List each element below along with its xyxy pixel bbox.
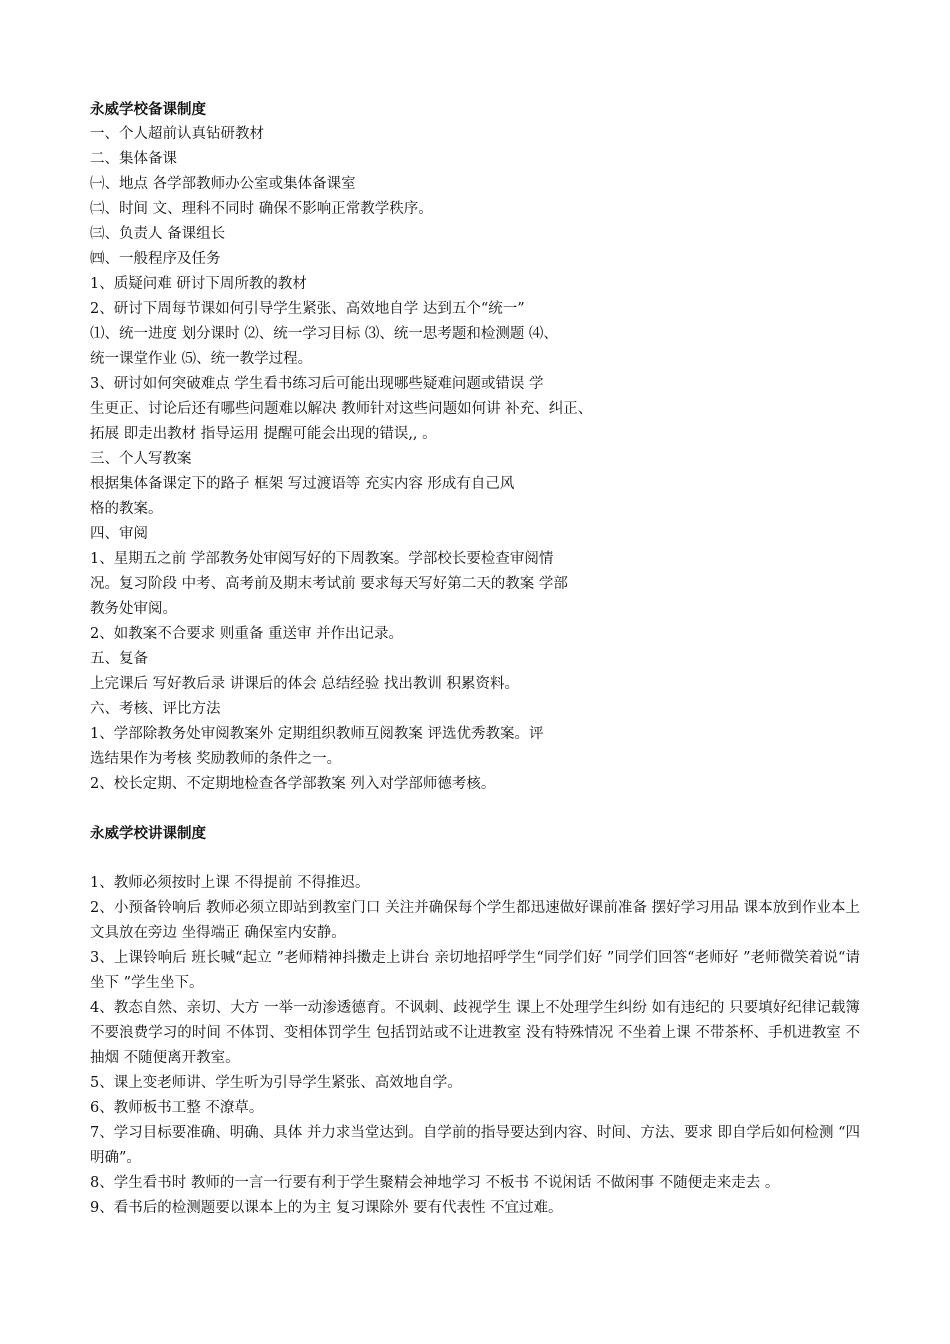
doc1-line: ㈡、时间 文、理科不同时 确保不影响正常教学秩序。 bbox=[90, 201, 433, 217]
doc1-line: 格的教案。 bbox=[90, 501, 163, 517]
doc2-paragraph: 5、课上变老师讲、学生听为引导学生紧张、高效地自学。 bbox=[90, 1075, 462, 1091]
doc1-line: 2、如教案不合要求 则重备 重送审 并作出记录。 bbox=[90, 626, 404, 642]
doc1-line: ㈢、负责人 备课组长 bbox=[90, 226, 226, 242]
doc2-paragraph: 3、上课铃响后 班长喊“起立 ”老师精神抖擞走上讲台 亲切地招呼学生“同学们好 ”同学们回答“老师好 ”老师微笑着说“请坐下 ”学生坐下。 bbox=[90, 950, 860, 991]
doc1-body bbox=[90, 122, 860, 797]
doc1-title: 永威学校备课制度 bbox=[90, 101, 206, 118]
doc2-paragraph: 8、学生看书时 教师的一言一行要有利于学生聚精会神地学习 不板书 不说闲话 不做闲事 不随便走来走去 。 bbox=[90, 1175, 780, 1191]
doc1-line: 五、复备 bbox=[90, 651, 148, 667]
doc2-paragraph: 4、教态自然、亲切、大方 一举一动渗透德育。不讽刺、歧视学生 课上不处理学生纠纷 如有违纪的 只要填好纪律记载簿 不要浪费学习的时间 不体罚、变相体罚学生 包括罚站或不让进教室 没有特殊情况 不坐着上课 不带茶杯、手机进教室 不抽烟 不随便离开教室。 bbox=[90, 1000, 860, 1066]
doc2-paragraph: 6、教师板书工整 不潦草。 bbox=[90, 1100, 264, 1116]
doc1-line: 2、研讨下周每节课如何引导学生紧张、高效地自学 达到五个“统一” bbox=[90, 301, 525, 317]
doc1-line: 拓展 即走出教材 指导运用 提醒可能会出现的错误,, 。 bbox=[90, 426, 437, 442]
doc1-line: 根据集体备课定下的路子 框架 写过渡语等 充实内容 形成有自己风 bbox=[90, 476, 515, 492]
doc1-line: 3、研讨如何突破难点 学生看书练习后可能出现哪些疑难问题或错误 学 bbox=[90, 376, 544, 392]
doc1-line: 2、校长定期、不定期地检查各学部教案 列入对学部师德考核。 bbox=[90, 776, 496, 792]
doc1-line: ⑴、统一进度 划分课时 ⑵、统一学习目标 ⑶、统一思考题和检测题 ⑷、 bbox=[90, 326, 558, 342]
doc1-line: 统一课堂作业 ⑸、统一教学过程。 bbox=[90, 351, 313, 367]
document-page bbox=[90, 97, 860, 1221]
doc2-title: 永威学校讲课制度 bbox=[90, 825, 206, 842]
doc1-line: 三、个人写教案 bbox=[90, 451, 192, 467]
doc1-line: 选结果作为考核 奖励教师的条件之一。 bbox=[90, 751, 342, 767]
section-spacer bbox=[90, 797, 860, 821]
doc2-body bbox=[90, 871, 860, 1221]
doc1-line: 1、质疑问难 研讨下周所教的教材 bbox=[90, 276, 307, 292]
doc1-line: 教务处审阅。 bbox=[90, 601, 177, 617]
doc1-line: 况。复习阶段 中考、高考前及期末考试前 要求每天写好第二天的教案 学部 bbox=[90, 576, 568, 592]
doc2-paragraph: 2、小预备铃响后 教师必须立即站到教室门口 关注并确保每个学生都迅速做好课前准备 摆好学习用品 课本放到作业本上 文具放在旁边 坐得端正 确保室内安静。 bbox=[90, 900, 860, 941]
title-spacer bbox=[90, 846, 860, 871]
doc1-line: 1、学部除教务处审阅教案外 定期组织教师互阅教案 评选优秀教案。评 bbox=[90, 726, 544, 742]
doc2-paragraph: 7、学习目标要准确、明确、具体 并力求当堂达到。自学前的指导要达到内容、时间、方法、要求 即自学后如何检测 “四明确”。 bbox=[90, 1125, 860, 1166]
doc1-line: 二、集体备课 bbox=[90, 151, 177, 167]
doc1-line: 1、星期五之前 学部教务处审阅写好的下周教案。学部校长要检查审阅情 bbox=[90, 551, 554, 567]
doc2-paragraph: 1、教师必须按时上课 不得提前 不得推迟。 bbox=[90, 875, 370, 891]
doc2-paragraph: 9、看书后的检测题要以课本上的为主 复习课除外 要有代表性 不宜过难。 bbox=[90, 1200, 563, 1216]
doc1-line: ㈠、地点 各学部教师办公室或集体备课室 bbox=[90, 176, 356, 192]
doc1-line: 生更正、讨论后还有哪些问题难以解决 教师针对这些问题如何讲 补充、纠正、 bbox=[90, 401, 593, 417]
doc1-line: 六、考核、评比方法 bbox=[90, 701, 221, 717]
doc1-line: ㈣、一般程序及任务 bbox=[90, 251, 221, 267]
doc1-line: 一、个人超前认真钻研教材 bbox=[90, 126, 264, 142]
doc1-line: 四、审阅 bbox=[90, 526, 148, 542]
doc1-line: 上完课后 写好教后录 讲课后的体会 总结经验 找出教训 积累资料。 bbox=[90, 676, 520, 692]
